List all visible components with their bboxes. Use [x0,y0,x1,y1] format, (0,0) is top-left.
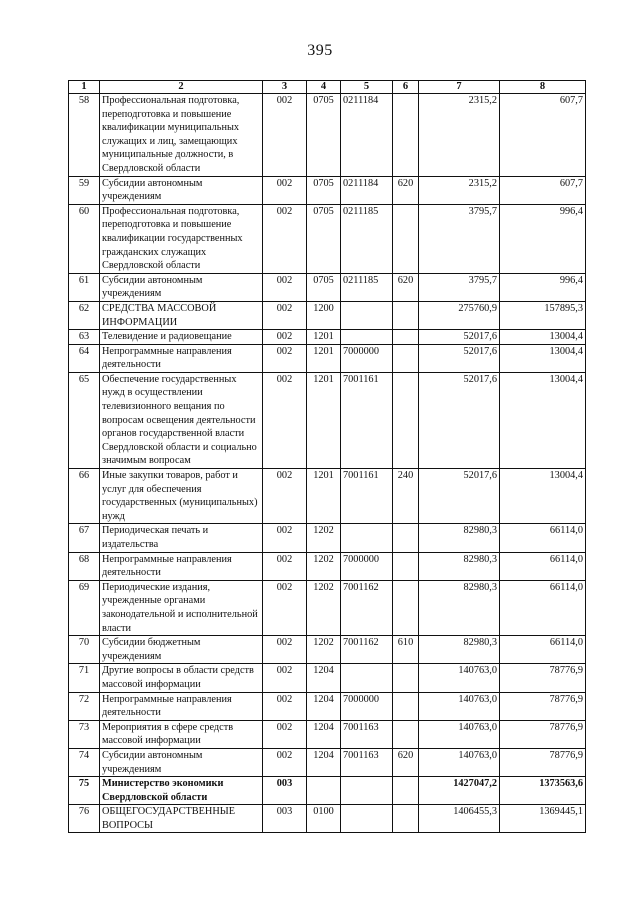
target-article-code: 0211184 [341,94,393,177]
ministry-code: 002 [263,344,307,372]
row-name: Профессиональная подготовка, переподготовка и повышение квалификации муниципальных служащих и лиц, замещающих муниципальные должности, в Свердловской области [100,94,263,177]
expense-type-code [393,664,419,692]
table-body [69,94,586,833]
amount-col-8: 607,7 [500,176,586,204]
page-number: 395 [307,42,333,59]
row-name: Иные закупки товаров, работ и услуг для обеспечения государственных (муниципальных) нужд [100,469,263,524]
target-article-code: 7001161 [341,469,393,524]
target-article-code: 7001162 [341,636,393,664]
row-name: Субсидии автономным учреждениям [100,176,263,204]
amount-col-7: 2315,2 [419,176,500,204]
table-row [69,580,586,635]
ministry-code: 002 [263,176,307,204]
row-name: Субсидии автономным учреждениям [100,748,263,776]
row-number: 59 [69,176,100,204]
target-article-code: 7001161 [341,372,393,468]
row-name: Непрограммные направления деятельности [100,552,263,580]
amount-col-8: 996,4 [500,204,586,273]
expense-type-code [393,720,419,748]
ministry-code: 002 [263,664,307,692]
section-code: 0705 [307,204,341,273]
ministry-code: 002 [263,748,307,776]
section-code: 1202 [307,524,341,552]
amount-col-7: 3795,7 [419,204,500,273]
col-header-8: 8 [500,81,586,94]
table-row [69,805,586,833]
ministry-code: 002 [263,720,307,748]
expense-type-code [393,204,419,273]
ministry-code: 002 [263,469,307,524]
expense-type-code [393,552,419,580]
section-code: 1202 [307,636,341,664]
col-header-1: 1 [69,81,100,94]
section-code: 1200 [307,301,341,329]
ministry-code: 002 [263,94,307,177]
table-row [69,469,586,524]
amount-col-7: 275760,9 [419,301,500,329]
row-number: 68 [69,552,100,580]
amount-col-7: 82980,3 [419,636,500,664]
amount-col-7: 82980,3 [419,552,500,580]
amount-col-8: 66114,0 [500,552,586,580]
row-name: Непрограммные направления деятельности [100,692,263,720]
table-row [69,664,586,692]
section-code: 0705 [307,176,341,204]
target-article-code [341,777,393,805]
row-name: Обеспечение государственных нужд в осуществлении телевизионного вещания по вопросам освещения деятельности органов государственной власти Свердловской области и социально значимым вопросам [100,372,263,468]
ministry-code: 003 [263,805,307,833]
row-number: 62 [69,301,100,329]
target-article-code [341,664,393,692]
col-header-5: 5 [341,81,393,94]
row-name: Министерство экономики Свердловской области [100,777,263,805]
row-number: 72 [69,692,100,720]
row-number: 71 [69,664,100,692]
section-code [307,777,341,805]
table-row [69,692,586,720]
target-article-code: 0211185 [341,204,393,273]
row-name: СРЕДСТВА МАССОВОЙ ИНФОРМАЦИИ [100,301,263,329]
section-code: 1201 [307,469,341,524]
table-row [69,273,586,301]
row-number: 69 [69,580,100,635]
expense-type-code: 620 [393,176,419,204]
target-article-code: 0211185 [341,273,393,301]
row-number: 76 [69,805,100,833]
row-number: 75 [69,777,100,805]
table-row [69,344,586,372]
section-code: 1201 [307,344,341,372]
table-row [69,524,586,552]
amount-col-8: 13004,4 [500,469,586,524]
row-name: Другие вопросы в области средств массовой информации [100,664,263,692]
row-number: 61 [69,273,100,301]
row-number: 66 [69,469,100,524]
target-article-code [341,524,393,552]
amount-col-8: 13004,4 [500,344,586,372]
table-row [69,301,586,329]
amount-col-7: 1427047,2 [419,777,500,805]
row-number: 74 [69,748,100,776]
section-code: 1202 [307,552,341,580]
expense-type-code: 610 [393,636,419,664]
target-article-code: 0211184 [341,176,393,204]
amount-col-8: 1369445,1 [500,805,586,833]
amount-col-7: 52017,6 [419,344,500,372]
row-number: 73 [69,720,100,748]
table-row [69,636,586,664]
table-row [69,777,586,805]
table-row [69,330,586,345]
ministry-code: 002 [263,301,307,329]
amount-col-7: 1406455,3 [419,805,500,833]
ministry-code: 002 [263,552,307,580]
amount-col-8: 78776,9 [500,748,586,776]
amount-col-8: 66114,0 [500,636,586,664]
amount-col-7: 52017,6 [419,469,500,524]
expense-type-code [393,344,419,372]
amount-col-7: 52017,6 [419,330,500,345]
amount-col-8: 13004,4 [500,372,586,468]
row-name: Мероприятия в сфере средств массовой информации [100,720,263,748]
row-name: Субсидии автономным учреждениям [100,273,263,301]
row-number: 58 [69,94,100,177]
amount-col-7: 140763,0 [419,692,500,720]
ministry-code: 002 [263,330,307,345]
row-number: 63 [69,330,100,345]
expense-type-code [393,524,419,552]
table-row [69,748,586,776]
section-code: 0100 [307,805,341,833]
target-article-code: 7001163 [341,748,393,776]
amount-col-8: 1373563,6 [500,777,586,805]
ministry-code: 002 [263,204,307,273]
expense-type-code [393,805,419,833]
amount-col-8: 157895,3 [500,301,586,329]
section-code: 1204 [307,664,341,692]
target-article-code: 7000000 [341,692,393,720]
amount-col-8: 78776,9 [500,664,586,692]
ministry-code: 002 [263,580,307,635]
target-article-code [341,330,393,345]
col-header-2: 2 [100,81,263,94]
table-row [69,720,586,748]
expense-type-code [393,330,419,345]
row-number: 70 [69,636,100,664]
ministry-code: 002 [263,692,307,720]
row-name: Непрограммные направления деятельности [100,344,263,372]
target-article-code: 7000000 [341,552,393,580]
section-code: 1204 [307,692,341,720]
section-code: 0705 [307,273,341,301]
expense-type-code: 620 [393,748,419,776]
amount-col-8: 607,7 [500,94,586,177]
amount-col-7: 140763,0 [419,748,500,776]
row-name: Субсидии бюджетным учреждениям [100,636,263,664]
row-number: 60 [69,204,100,273]
row-name: Телевидение и радиовещание [100,330,263,345]
amount-col-7: 82980,3 [419,580,500,635]
expense-type-code [393,777,419,805]
amount-col-8: 66114,0 [500,580,586,635]
row-name: Профессиональная подготовка, переподготовка и повышение квалификации государственных гражданских служащих Свердловской области [100,204,263,273]
expense-type-code [393,301,419,329]
header-row [69,81,586,94]
ministry-code: 002 [263,273,307,301]
expense-type-code: 240 [393,469,419,524]
row-name: ОБЩЕГОСУДАРСТВЕННЫЕ ВОПРОСЫ [100,805,263,833]
amount-col-7: 140763,0 [419,720,500,748]
col-header-7: 7 [419,81,500,94]
row-name: Периодическая печать и издательства [100,524,263,552]
table-row [69,372,586,468]
row-number: 64 [69,344,100,372]
amount-col-8: 66114,0 [500,524,586,552]
expense-type-code [393,692,419,720]
col-header-6: 6 [393,81,419,94]
col-header-3: 3 [263,81,307,94]
section-code: 1202 [307,580,341,635]
row-number: 67 [69,524,100,552]
section-code: 1204 [307,720,341,748]
expense-type-code [393,372,419,468]
section-code: 1201 [307,330,341,345]
target-article-code [341,805,393,833]
target-article-code: 7001163 [341,720,393,748]
ministry-code: 002 [263,636,307,664]
table-row [69,552,586,580]
amount-col-7: 2315,2 [419,94,500,177]
ministry-code: 002 [263,524,307,552]
amount-col-7: 140763,0 [419,664,500,692]
section-code: 1204 [307,748,341,776]
amount-col-7: 82980,3 [419,524,500,552]
table-row [69,204,586,273]
row-number: 65 [69,372,100,468]
amount-col-8: 78776,9 [500,692,586,720]
ministry-code: 002 [263,372,307,468]
section-code: 0705 [307,94,341,177]
section-code: 1201 [307,372,341,468]
amount-col-7: 3795,7 [419,273,500,301]
expense-type-code [393,94,419,177]
expense-type-code: 620 [393,273,419,301]
target-article-code: 7001162 [341,580,393,635]
amount-col-8: 78776,9 [500,720,586,748]
table-row [69,176,586,204]
target-article-code: 7000000 [341,344,393,372]
amount-col-8: 13004,4 [500,330,586,345]
expense-type-code [393,580,419,635]
table-row [69,94,586,177]
amount-col-7: 52017,6 [419,372,500,468]
col-header-4: 4 [307,81,341,94]
budget-table [68,80,586,833]
amount-col-8: 996,4 [500,273,586,301]
ministry-code: 003 [263,777,307,805]
target-article-code [341,301,393,329]
row-name: Периодические издания, учрежденные органами законодательной и исполнительной власти [100,580,263,635]
